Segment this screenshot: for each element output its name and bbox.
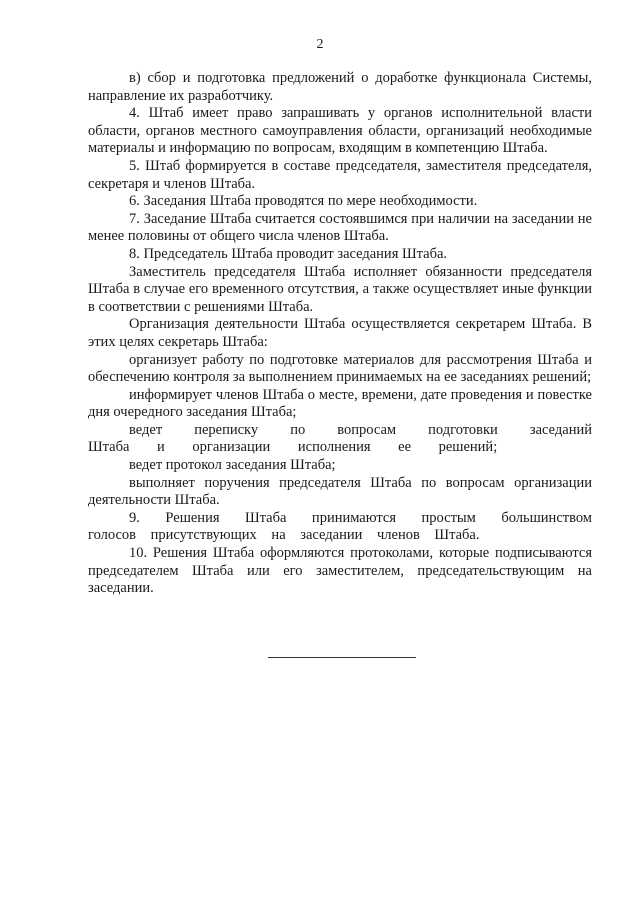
paragraph-4-request-rights: 4. Штаб имеет право запрашивать у органов исполнительной власти области, органов местного самоуправления области, организаций необходимые материалы и информацию по вопросам, входящим в компетенцию Штаба. — [88, 105, 592, 157]
paragraph-v-proposals: в) сбор и подготовка предложений о доработке функционала Системы, направление их разработчику. — [88, 70, 592, 104]
paragraph-secretary-instructions: выполняет поручения председателя Штаба по вопросам организации деятельности Штаба. — [88, 474, 592, 509]
page-number: 2 — [316, 37, 324, 52]
paragraph-secretary-organizes: организует работу по подготовке материалов для рассмотрения Штаба и обеспечению контроля за выполнением принимаемых на ее заседаниях решений; — [88, 351, 592, 386]
end-divider-line — [268, 657, 416, 658]
paragraph-secretary-correspondence: ведет переписку по вопросам подготовки заседаний Штаба и организации исполнения ее решений; — [88, 421, 592, 456]
paragraph-secretary-minutes: ведет протокол заседания Штаба; — [129, 457, 336, 474]
paragraph-6-meetings: 6. Заседания Штаба проводятся по мере необходимости. — [129, 193, 478, 210]
paragraph-secretary-informs: информирует членов Штаба о месте, времени, дате проведения и повестке дня очередного заседания Штаба; — [88, 386, 592, 421]
paragraph-5-composition: 5. Штаб формируется в составе председателя, заместителя председателя, секретаря и членов Штаба. — [88, 157, 592, 192]
paragraph-9-decisions: 9. Решения Штаба принимаются простым большинством голосов присутствующих на заседании членов Штаба. — [88, 509, 592, 544]
document-body — [88, 70, 592, 598]
paragraph-secretary-role: Организация деятельности Штаба осуществляется секретарем Штаба. В этих целях секретарь Штаба: — [88, 316, 592, 350]
paragraph-8-chair: 8. Председатель Штаба проводит заседания Штаба. — [129, 245, 448, 262]
paragraph-10-protocols: 10. Решения Штаба оформляются протоколами, которые подписываются председателем Штаба или его заместителем, председательствующим на заседании. — [88, 545, 592, 597]
paragraph-7-quorum: 7. Заседание Штаба считается состоявшимся при наличии на заседании не менее половины от общего числа членов Штаба. — [88, 210, 592, 245]
paragraph-deputy-chair: Заместитель председателя Штаба исполняет обязанности председателя Штаба в случае его временного отсутствия, а также осуществляет иные функции в соответствии с решениями Штаба. — [88, 263, 592, 315]
